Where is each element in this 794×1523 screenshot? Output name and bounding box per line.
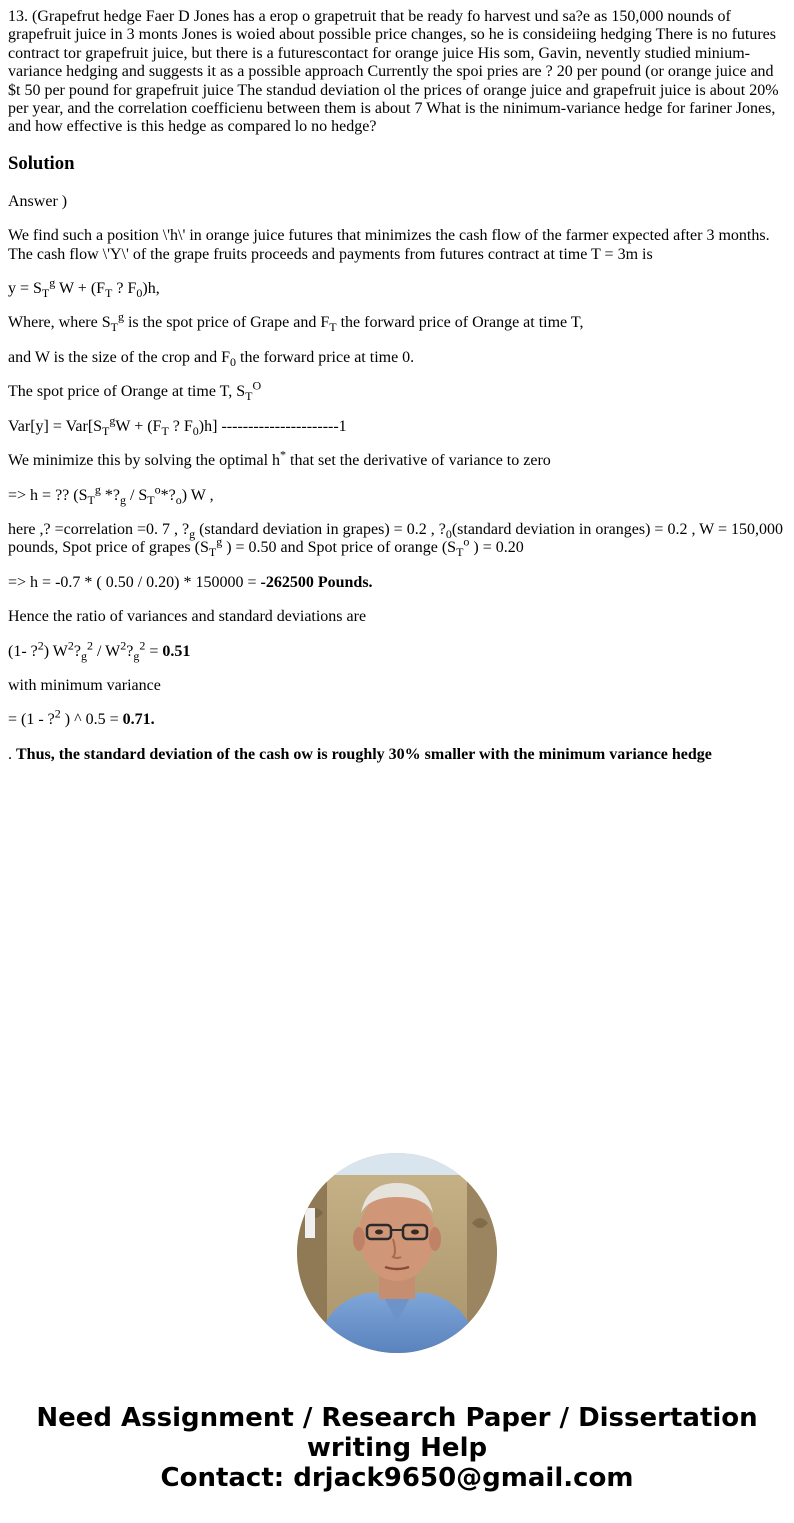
crop-size-definition: and W is the size of the crop and $F_0$ the forward price at time 0. xyxy=(8,348,415,370)
spot-orange-definition: The spot price of Orange at time T, $S_T^O$ xyxy=(8,378,262,404)
std-dev-equation: = (1 - ?$^2$ ) ^ 0.5 = 0.71. xyxy=(8,707,155,729)
parameter-values: here ,? =correlation =0. 7 , $?_g$ (standard deviation in grapes) = 0.2 , $?_0(standard$ deviation in oranges) = 0.2 , W = 150,000 pounds, Spot price of grapes ($S_T^g$ ) = 0.50 and Spot price of orange ($S_T^o$ ) = 0.20 xyxy=(8,520,783,560)
banner-line-3: Contact: drjack9650@gmail.com xyxy=(160,1463,634,1493)
question-text: 13. (Grapefrut hedge Faer D Jones has a erop o grapetruit that be ready fo harvest und sa?e as 150,000 nounds of grapefruit juice in 3 monts Jones is woied about possible price changes, so he is consideiing hedging There is no futures contract tor grapefruit juice, but there is a futurescontact for orange juice His som, Gavin, nevently studied minium-variance hedging and suggests it as a possible approach Currently the spoi pries are ? 20 per pound (or orange juice and $t 50 per pound for grapefruit juice The standud deviation ol the prices of orange juice and grapefruit juice is about 20% per year, and the correlation coefficienu between them is about 7 What is the ninimum-variance hedge for fariner Jones, and how effective is this hedge as compared lo no hedge? xyxy=(8,8,779,136)
ratio-text: Hence the ratio of variances and standard deviations are xyxy=(8,608,367,626)
min-variance-label: with minimum variance xyxy=(8,676,161,694)
cash-flow-equation: $y = S_T^g$ $W + (F_T$ ? $F_0)h$, xyxy=(8,275,160,301)
solution-document xyxy=(8,8,786,780)
intro-paragraph: We find such a position \'h\' in orange juice futures that minimizes the cash flow of the farmer expected after 3 months. The cash flow \'Y\' of the grape fruits proceeds and payments from futures contract at time T = 3m is xyxy=(8,227,770,263)
avatar xyxy=(297,1153,497,1353)
author-photo xyxy=(297,1153,497,1353)
banner-line-1: Need Assignment / Research Paper / Dissertation xyxy=(36,1403,758,1433)
variance-equation: $Var[y] = Var[S_T^gW + (F_T$ ? $F_0)h$] ----------------------1 xyxy=(8,413,347,438)
conclusion: . Thus, the standard deviation of the cash ow is roughly 30% smaller with the minimum variance hedge xyxy=(8,745,712,763)
minimize-statement: We minimize this by solving the optimal h* that set the derivative of variance to zero xyxy=(8,447,551,470)
hedge-calculation: => h = -0.7 * ( 0.50 / 0.20) * 150000 = -262500 Pounds. xyxy=(8,573,373,591)
answer-label: Answer ) xyxy=(8,192,68,210)
solution-heading: Solution xyxy=(8,152,75,174)
banner-line-2: writing Help xyxy=(306,1433,488,1463)
variance-ratio-equation: (1- ?$^2$) $W^2?_g^2$ / $W^2?_g^2 = 0.51$ xyxy=(8,638,191,663)
hedge-formula: => h = ?? ($S_T^g$ $*?_g$ / $S_T^o*?_o$) W , xyxy=(8,482,214,507)
where-definition: Where, where $S_T^g$ is the spot price of Grape and $F_T$ the forward price of Orange at time T, xyxy=(8,310,584,335)
contact-banner xyxy=(0,1403,794,1493)
